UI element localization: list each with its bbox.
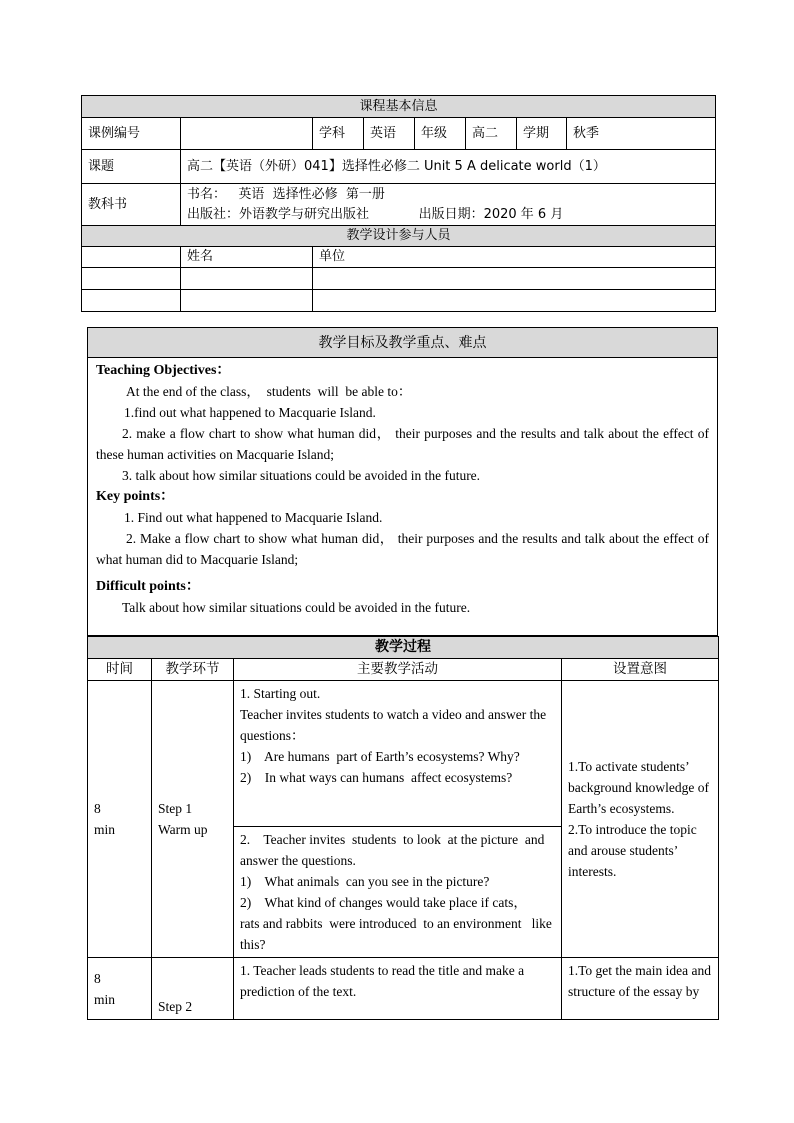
step1-time <box>88 681 152 958</box>
topic-value: 高二【英语（外研）041】选择性必修二 Unit 5 A delicate world（1） <box>181 150 716 184</box>
step1-time-value: 8 <box>94 801 101 816</box>
stage-header: 教学环节 <box>152 659 234 681</box>
step1-purpose <box>562 681 719 958</box>
basic-info-table <box>81 95 716 312</box>
step1-act2-line: 2. Teacher invites students to look at the picture and answer the questions. <box>240 832 548 868</box>
difficult-point-1: Talk about how similar situations could be avoided in the future. <box>122 600 471 615</box>
step2-activity-1 <box>234 958 562 1020</box>
subject-label: 学科 <box>313 118 364 150</box>
activity-header: 主要教学活动 <box>234 659 562 681</box>
case-no-value <box>181 118 313 150</box>
step2-purpose-line: 1.To get the main idea and structure of the essay by <box>568 963 712 999</box>
step1-act1-line: 2) In what ways can humans affect ecosystems? <box>240 770 513 785</box>
name-header: 姓名 <box>181 247 313 268</box>
unit-header: 单位 <box>313 247 716 268</box>
step1-act1-line: 1) Are humans part of Earth’s ecosystems? Why? <box>240 749 520 764</box>
step1-act1-line: 1. Starting out. <box>240 686 321 701</box>
case-no-label: 课例编号 <box>82 118 181 150</box>
step1-purpose-line: 1.To activate students’ background knowledge of Earth’s ecosystems. <box>568 759 709 816</box>
time-header: 时间 <box>88 659 152 681</box>
participant-cell <box>82 268 181 290</box>
participants-title: 教学设计参与人员 <box>82 226 716 247</box>
participant-cell <box>82 290 181 312</box>
topic-label: 课题 <box>82 150 181 184</box>
key-point-2: 2. Make a flow chart to show what human did， their purposes and the results and talk about the effect of what human did to Macquarie Island; <box>96 531 709 567</box>
textbook-label: 教科书 <box>82 184 181 226</box>
process-title: 教学过程 <box>88 637 719 659</box>
purpose-header: 设置意图 <box>562 659 719 681</box>
grade-label: 年级 <box>415 118 466 150</box>
step1-stage-line2: Warm up <box>158 822 208 837</box>
step2-purpose <box>562 958 719 1020</box>
step2-time-unit: min <box>94 992 116 1007</box>
step1-stage <box>152 681 234 958</box>
term-label: 学期 <box>517 118 567 150</box>
step1-act2-line: 1) What animals can you see in the picture? <box>240 874 490 889</box>
textbook-name: 书名： 英语 选择性必修 第一册 <box>187 186 385 202</box>
step1-time-unit: min <box>94 822 116 837</box>
key-point-1: 1. Find out what happened to Macquarie Island. <box>124 510 383 525</box>
step1-purpose-line: 2.To introduce the topic and arouse students’ interests. <box>568 822 697 879</box>
grade-value: 高二 <box>466 118 517 150</box>
teaching-objectives-label: Teaching Objectives： <box>96 363 231 378</box>
participant-cell <box>181 268 313 290</box>
step1-activity-1 <box>234 681 562 827</box>
term-value: 秋季 <box>567 118 716 150</box>
step1-stage-line1: Step 1 <box>158 801 193 816</box>
participant-cell <box>313 290 716 312</box>
textbook-publisher: 出版社：外语教学与研究出版社 出版日期：2020 年 6 月 <box>187 206 564 222</box>
step2-act1-line: 1. Teacher leads students to read the title and make a prediction of the text. <box>240 963 525 999</box>
step2-time-value: 8 <box>94 971 101 986</box>
step2-stage <box>152 958 234 1020</box>
key-points-label: Key points： <box>96 489 175 504</box>
subject-value: 英语 <box>364 118 415 150</box>
step2-stage-line1: Step 2 <box>158 999 193 1014</box>
objective-3: 3. talk about how similar situations could be avoided in the future. <box>122 468 481 483</box>
difficult-points-label: Difficult points： <box>96 579 200 594</box>
textbook-info <box>181 184 716 226</box>
step1-act2-line: 2) What kind of changes would take place if cats， rats and rabbits were introduced to an environment like this? <box>240 895 556 952</box>
step1-act1-line: Teacher invites students to watch a video and answer the questions： <box>240 707 547 743</box>
step1-activity-2 <box>234 827 562 958</box>
participants-blank-header <box>82 247 181 268</box>
participant-cell <box>181 290 313 312</box>
process-table <box>87 636 719 1020</box>
objectives-content <box>88 358 718 636</box>
objectives-title: 教学目标及教学重点、难点 <box>88 328 718 358</box>
participant-cell <box>313 268 716 290</box>
basic-info-title: 课程基本信息 <box>82 96 716 118</box>
objective-2: 2. make a flow chart to show what human did， their purposes and the results and talk about the effect of these human activities on Macquarie Island; <box>96 426 709 462</box>
teaching-intro: At the end of the class， students will be able to： <box>126 384 412 399</box>
objective-1: 1.find out what happened to Macquarie Island. <box>124 405 376 420</box>
objectives-table <box>87 327 718 636</box>
step2-time <box>88 958 152 1020</box>
